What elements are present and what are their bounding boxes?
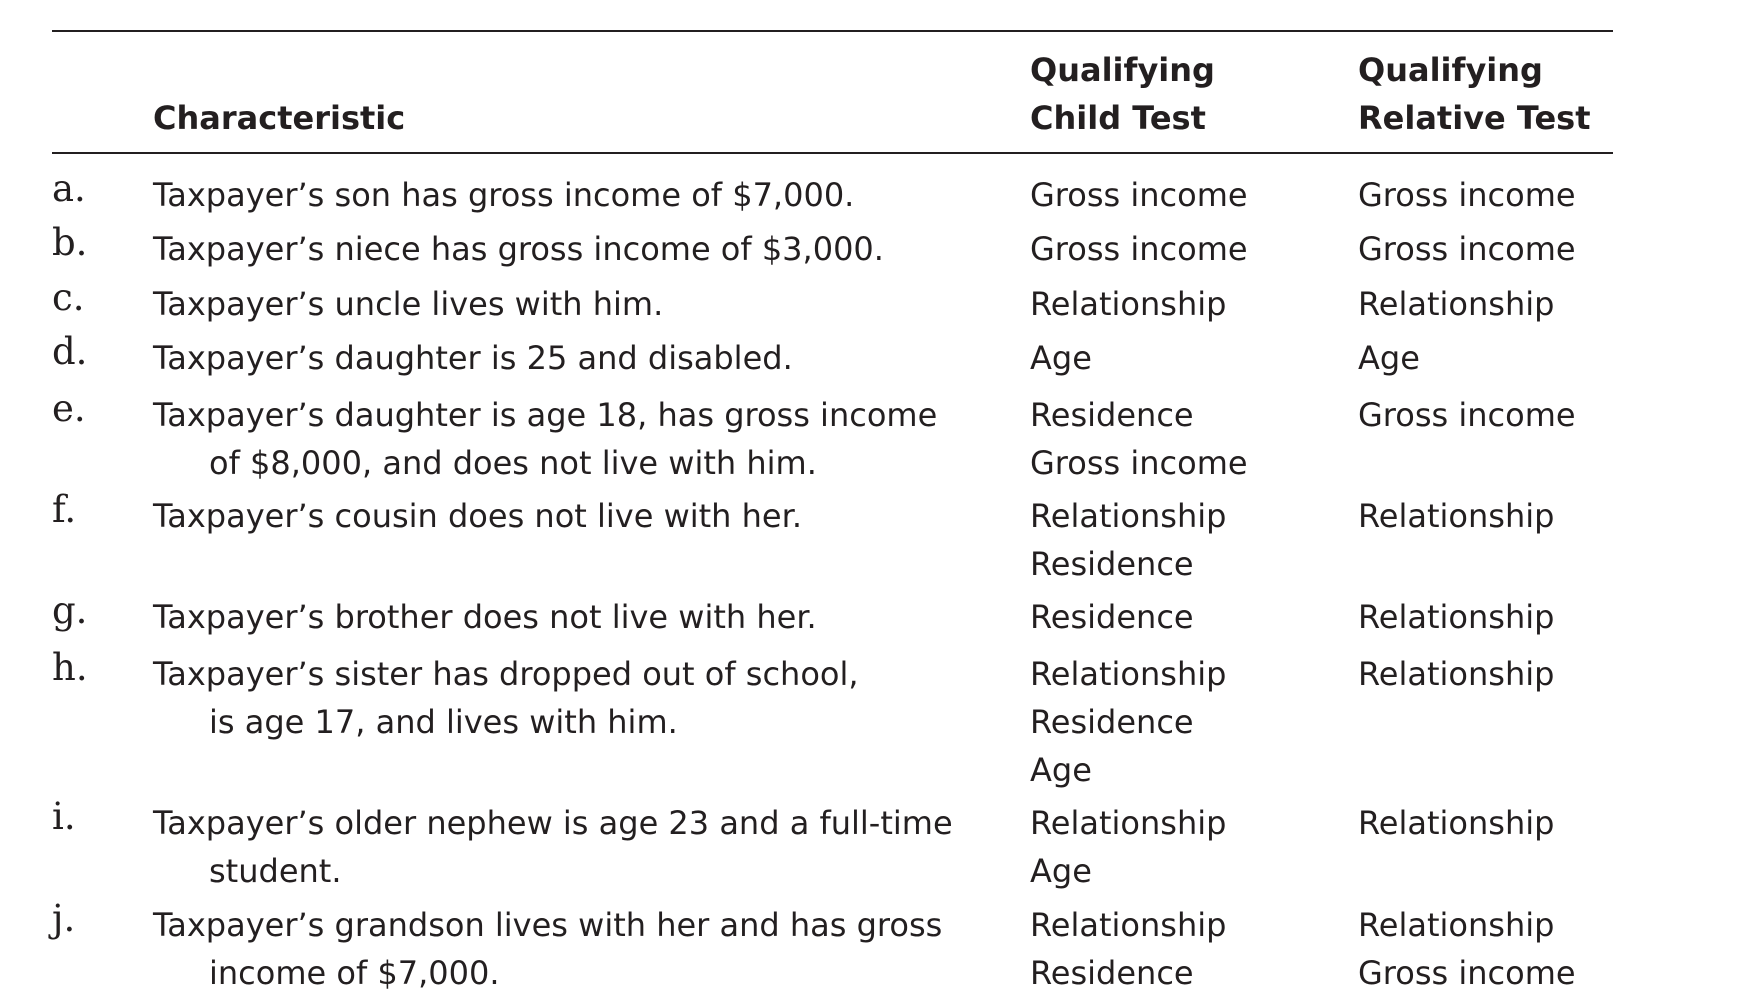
header-qualifying-relative-test <box>1358 46 1591 142</box>
row-child-test <box>1030 492 1226 588</box>
row-characteristic <box>153 391 937 487</box>
header-characteristic <box>153 94 405 142</box>
row-letter: i. <box>52 795 76 838</box>
row-child-test <box>1030 650 1226 794</box>
relative-test-item: Gross income <box>1358 396 1576 434</box>
child-test-item: Gross income <box>1030 444 1248 482</box>
child-test-item: Age <box>1030 852 1092 890</box>
row-child-test <box>1030 334 1092 382</box>
child-test-item: Residence <box>1030 545 1194 583</box>
row-child-test <box>1030 799 1226 895</box>
child-test-item: Residence <box>1030 598 1194 636</box>
characteristic-line: Taxpayer’s uncle lives with him. <box>153 285 664 323</box>
child-test-item: Residence <box>1030 703 1194 741</box>
row-characteristic <box>153 650 859 746</box>
characteristic-line: Taxpayer’s daughter is 25 and disabled. <box>153 339 793 377</box>
row-characteristic <box>153 280 663 328</box>
row-relative-test <box>1358 901 1576 997</box>
row-relative-test <box>1358 593 1554 641</box>
characteristic-line: Taxpayer’s son has gross income of $7,000. <box>153 176 855 214</box>
row-characteristic <box>153 334 793 382</box>
child-test-item: Gross income <box>1030 176 1248 214</box>
relative-test-item: Relationship <box>1358 906 1555 944</box>
child-test-item: Age <box>1030 339 1092 377</box>
child-test-item: Relationship <box>1030 285 1227 323</box>
characteristic-line: Taxpayer’s brother does not live with her. <box>153 598 817 636</box>
row-characteristic <box>153 492 802 540</box>
header-child-line2: Child Test <box>1030 99 1206 137</box>
characteristic-line: income of $7,000. <box>209 954 500 992</box>
header-characteristic-label: Characteristic <box>153 99 406 137</box>
row-child-test <box>1030 171 1248 219</box>
row-letter: b. <box>52 221 88 264</box>
row-relative-test <box>1358 280 1554 328</box>
characteristic-line: Taxpayer’s daughter is age 18, has gross income <box>153 396 938 434</box>
row-characteristic <box>153 593 817 641</box>
row-characteristic <box>153 799 953 895</box>
row-child-test <box>1030 593 1194 641</box>
child-test-item: Age <box>1030 751 1092 789</box>
relative-test-item: Relationship <box>1358 598 1555 636</box>
child-test-item: Relationship <box>1030 804 1227 842</box>
characteristic-line: of $8,000, and does not live with him. <box>209 444 817 482</box>
child-test-item: Residence <box>1030 396 1194 434</box>
characteristic-line: is age 17, and lives with him. <box>209 703 678 741</box>
relative-test-item: Gross income <box>1358 176 1576 214</box>
relative-test-item: Relationship <box>1358 655 1555 693</box>
row-letter: d. <box>52 330 88 373</box>
row-letter: c. <box>52 276 85 319</box>
characteristic-line: Taxpayer’s older nephew is age 23 and a full-time <box>153 804 953 842</box>
row-relative-test <box>1358 492 1554 540</box>
characteristic-line: Taxpayer’s grandson lives with her and has gross <box>153 906 943 944</box>
characteristic-line: Taxpayer’s cousin does not live with her. <box>153 497 802 535</box>
row-relative-test <box>1358 391 1576 439</box>
child-test-item: Relationship <box>1030 655 1227 693</box>
relative-test-item: Relationship <box>1358 804 1555 842</box>
header-relative-line2: Relative Test <box>1358 99 1591 137</box>
row-relative-test <box>1358 225 1576 273</box>
row-letter: g. <box>52 589 88 632</box>
row-relative-test <box>1358 334 1420 382</box>
row-letter: f. <box>52 488 77 531</box>
characteristic-line: Taxpayer’s sister has dropped out of school, <box>153 655 859 693</box>
child-test-item: Residence <box>1030 954 1194 992</box>
characteristic-line: Taxpayer’s niece has gross income of $3,000. <box>153 230 884 268</box>
row-relative-test <box>1358 171 1576 219</box>
row-letter: h. <box>52 646 88 689</box>
row-characteristic <box>153 171 854 219</box>
child-test-item: Gross income <box>1030 230 1248 268</box>
header-bottom-rule <box>52 152 1613 154</box>
row-relative-test <box>1358 799 1554 847</box>
relative-test-item: Age <box>1358 339 1420 377</box>
relative-test-item: Gross income <box>1358 230 1576 268</box>
header-qualifying-child-test <box>1030 46 1215 142</box>
row-characteristic <box>153 225 884 273</box>
child-test-item: Relationship <box>1030 497 1227 535</box>
relative-test-item: Relationship <box>1358 497 1555 535</box>
row-relative-test <box>1358 650 1554 698</box>
relative-test-item: Gross income <box>1358 954 1576 992</box>
row-child-test <box>1030 280 1226 328</box>
row-child-test <box>1030 391 1248 487</box>
row-child-test <box>1030 225 1248 273</box>
row-characteristic <box>153 901 942 997</box>
header-child-line1: Qualifying <box>1030 51 1215 89</box>
row-letter: e. <box>52 387 86 430</box>
characteristic-line: student. <box>209 852 342 890</box>
relative-test-item: Relationship <box>1358 285 1555 323</box>
child-test-item: Relationship <box>1030 906 1227 944</box>
row-letter: j. <box>52 897 76 940</box>
header-relative-line1: Qualifying <box>1358 51 1543 89</box>
table-top-rule <box>52 30 1613 32</box>
row-child-test <box>1030 901 1226 997</box>
row-letter: a. <box>52 167 86 210</box>
